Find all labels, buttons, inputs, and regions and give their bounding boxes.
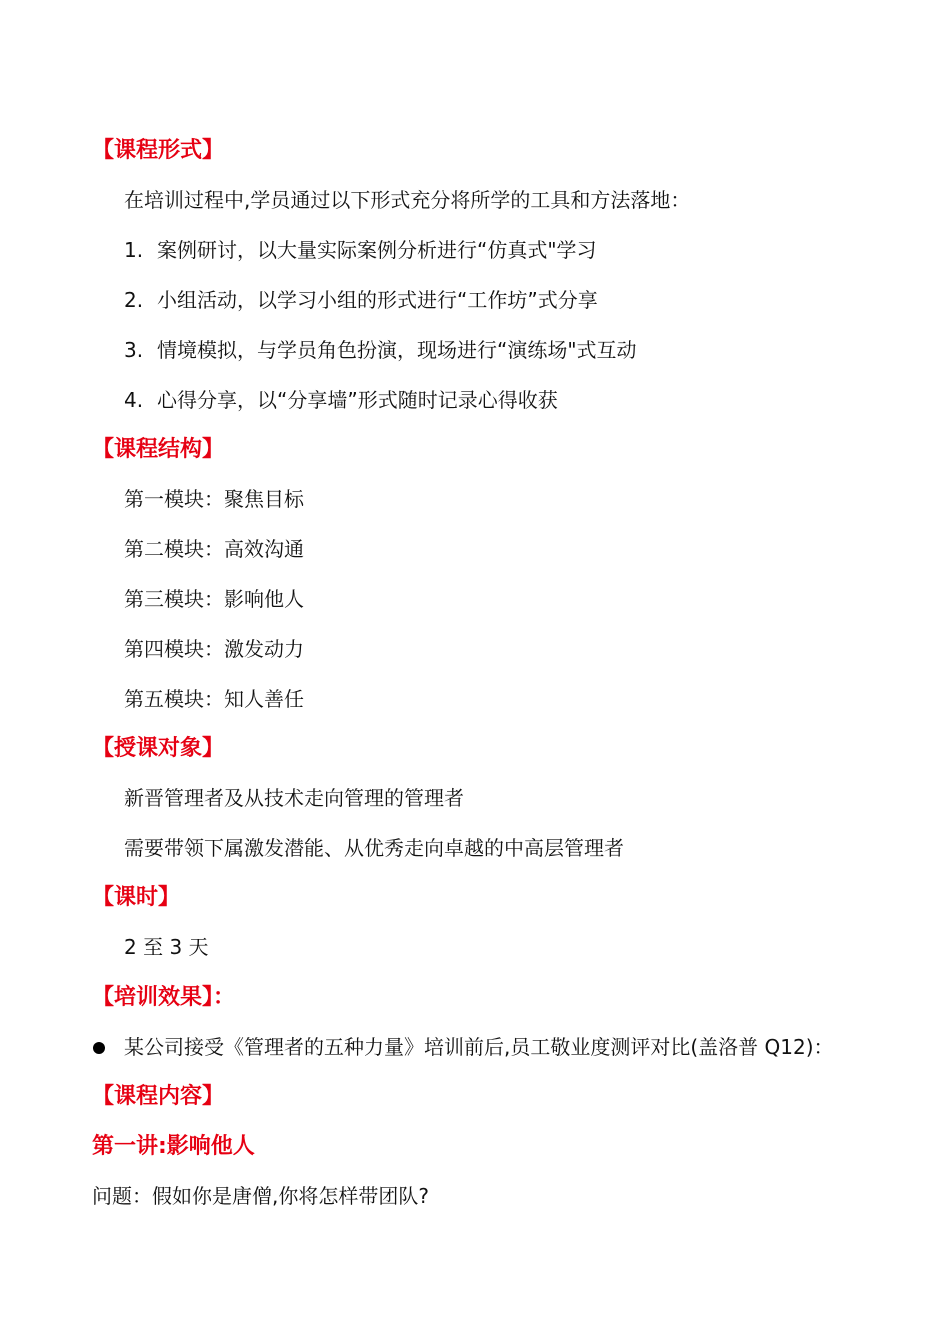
structure-module: 第五模块：知人善任 [124,687,304,711]
format-item-number: 4. [124,388,144,412]
audience-line: 新晋管理者及从技术走向管理的管理者 [124,786,464,810]
structure-module: 第一模块：聚焦目标 [124,487,304,511]
heading-course-format: 【课程形式】 [92,138,225,163]
format-item [124,237,597,263]
format-item [124,387,558,413]
bullet-dot-icon [93,1042,105,1054]
format-item-text: 情境模拟，与学员角色扮演，现场进行“演练场"式互动 [157,338,637,362]
lecture-title: 第一讲:影响他人 [92,1134,255,1159]
format-item [124,287,598,313]
duration-text: 2 至 3 天 [124,935,209,959]
heading-audience: 【授课对象】 [92,736,225,761]
heading-course-content: 【课程内容】 [92,1084,225,1109]
heading-training-effect: 【培训效果】： [92,985,236,1010]
format-item-text: 心得分享，以“分享墙”形式随时记录心得收获 [157,388,558,412]
format-item [124,337,637,363]
heading-duration: 【课时】 [92,885,181,910]
audience-line: 需要带领下属激发潜能、从优秀走向卓越的中高层管理者 [124,836,624,860]
heading-course-structure: 【课程结构】 [92,437,225,462]
structure-module: 第四模块：激发动力 [124,637,304,661]
format-item-number: 1. [124,238,144,262]
format-item-number: 2. [124,288,144,312]
structure-module: 第二模块：高效沟通 [124,537,304,561]
structure-module: 第三模块：影响他人 [124,587,304,611]
lecture-question: 问题：假如你是唐僧,你将怎样带团队? [92,1184,429,1208]
format-item-text: 小组活动，以学习小组的形式进行“工作坊”式分享 [157,288,598,312]
format-item-text: 案例研讨，以大量实际案例分析进行“仿真式"学习 [157,238,597,262]
format-item-number: 3. [124,338,144,362]
effect-bullet-text: 某公司接受《管理者的五种力量》培训前后,员工敬业度测评对比(盖洛普 Q12)： [124,1035,834,1059]
format-intro: 在培训过程中,学员通过以下形式充分将所学的工具和方法落地： [124,188,691,212]
